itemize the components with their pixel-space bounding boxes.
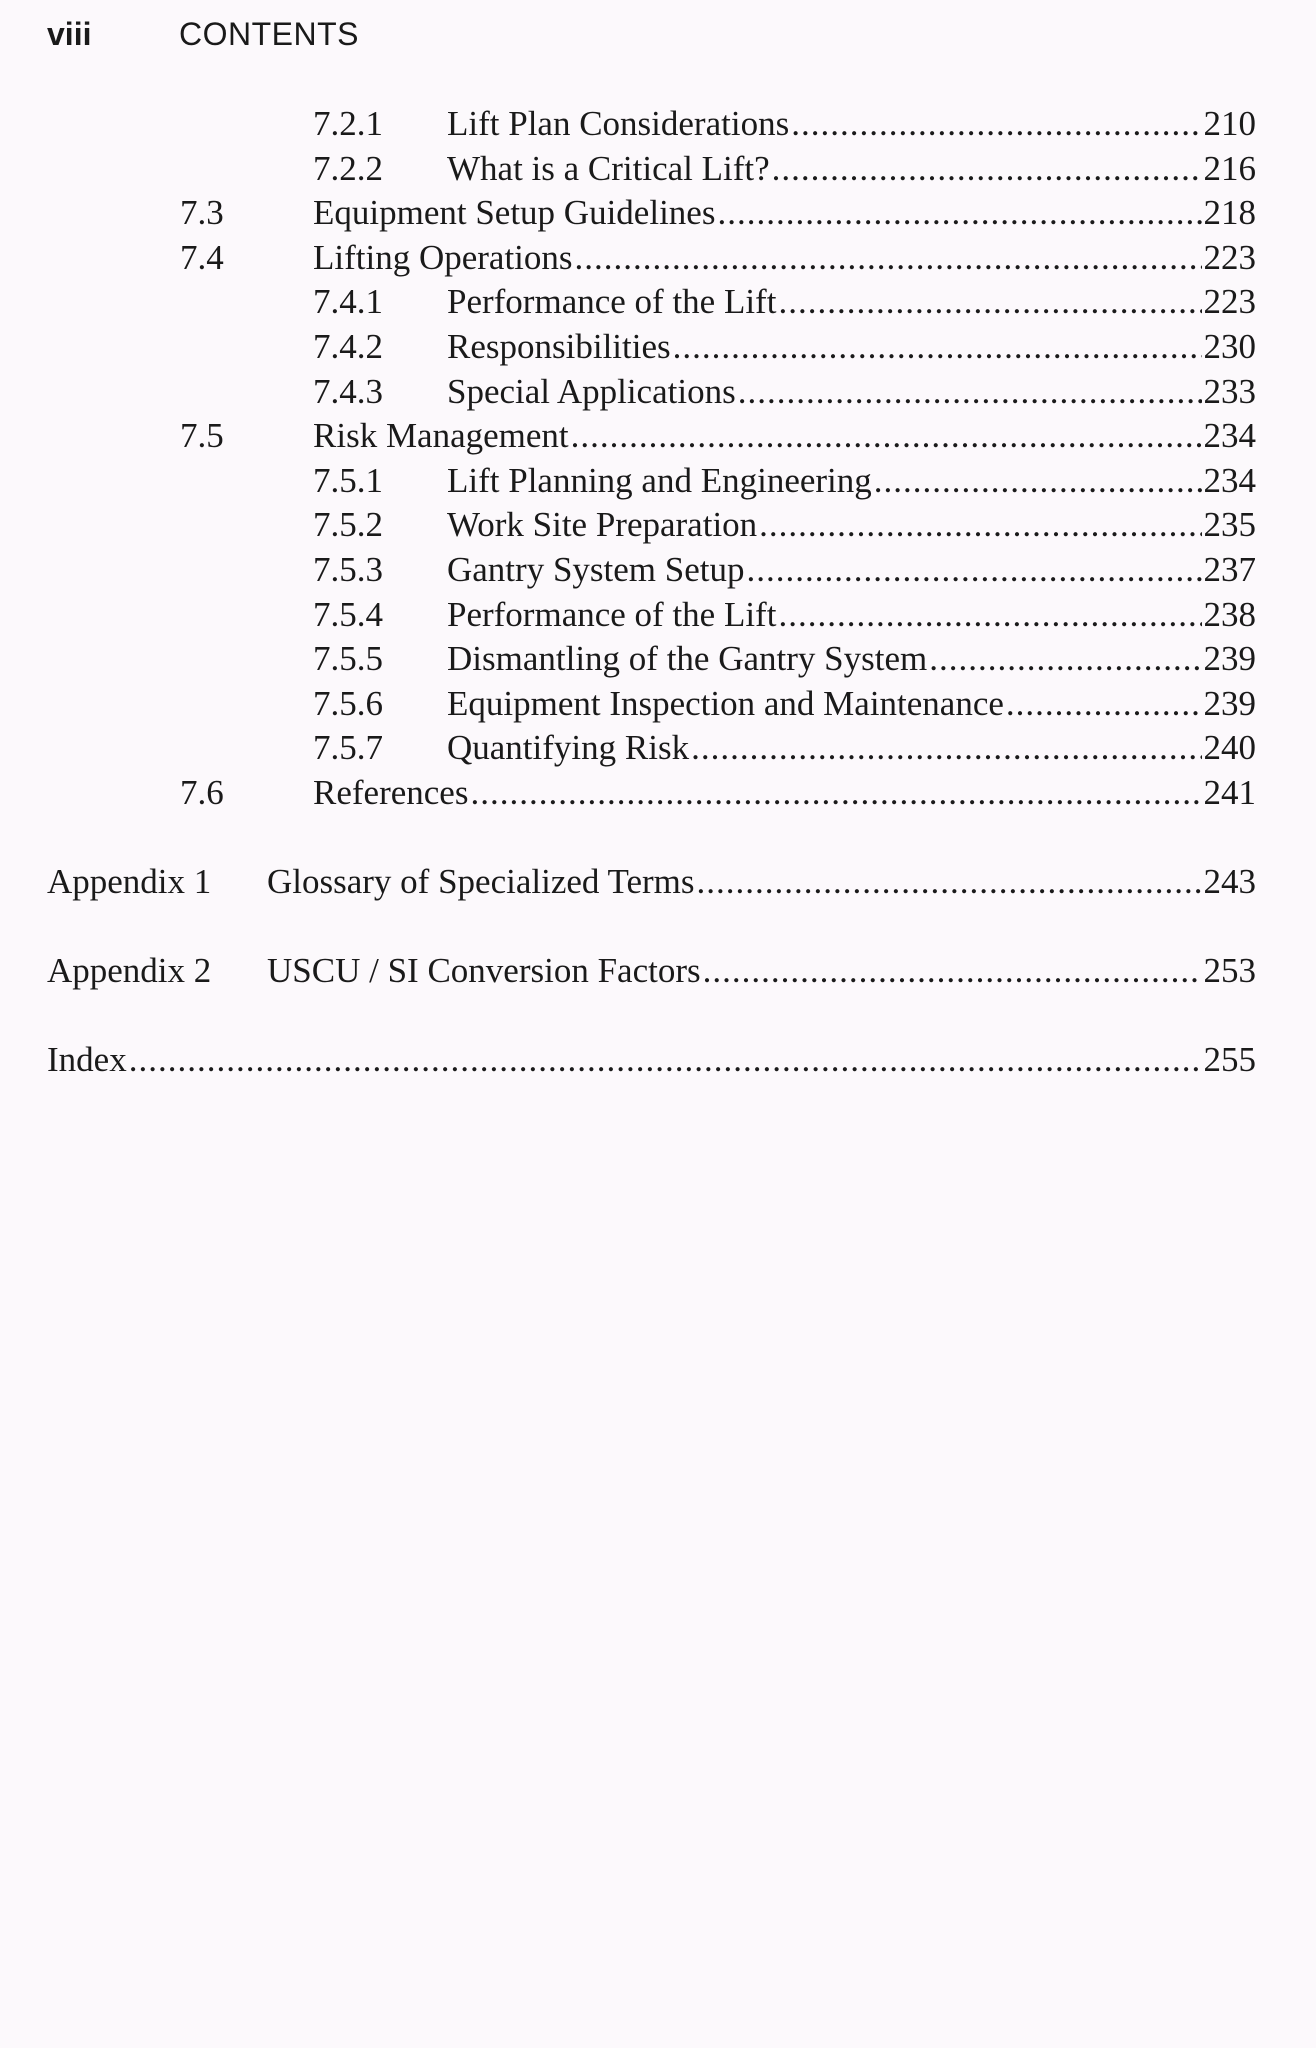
toc-entry-line	[313, 771, 1256, 816]
running-head	[47, 12, 359, 56]
toc-entry-7-5[interactable]	[0, 414, 1316, 459]
toc-entry-7-6[interactable]	[0, 771, 1316, 816]
toc-entry-7-2-1[interactable]	[0, 102, 1316, 147]
dot-leader	[1006, 682, 1202, 727]
page-number: 223	[1203, 282, 1256, 322]
section-number: 7.2.2	[313, 148, 383, 188]
section-title: Lift Planning and Engineering	[447, 460, 872, 500]
toc-entry-line	[447, 593, 1256, 638]
page-number: 239	[1203, 639, 1256, 679]
toc-entry-line	[267, 860, 1256, 905]
toc-entry-7-5-5[interactable]	[0, 637, 1316, 682]
page-number: 216	[1203, 148, 1256, 188]
dot-leader	[791, 102, 1201, 147]
toc-entry-7-5-3[interactable]	[0, 548, 1316, 593]
section-title: Performance of the Lift	[447, 594, 777, 634]
section-title: Gantry System Setup	[447, 549, 745, 589]
section-title: Quantifying Risk	[447, 728, 690, 768]
section-number: 7.5.2	[313, 505, 383, 545]
dot-leader	[470, 771, 1201, 816]
page-number: 234	[1203, 460, 1256, 500]
toc-entry-7-4-3[interactable]	[0, 370, 1316, 415]
section-number: 7.4.1	[313, 282, 383, 322]
section-number: 7.6	[180, 772, 224, 812]
toc-entry-7-5-7[interactable]	[0, 726, 1316, 771]
toc-entry-line	[447, 280, 1256, 325]
appendix-title: USCU / SI Conversion Factors	[267, 951, 701, 991]
section-number: 7.5.7	[313, 728, 383, 768]
section-title: Dismantling of the Gantry System	[447, 639, 928, 679]
page-number: 240	[1203, 728, 1256, 768]
page-number: 239	[1203, 683, 1256, 723]
toc-entry-7-5-1[interactable]	[0, 459, 1316, 504]
page-number: 238	[1203, 594, 1256, 634]
toc-entry-7-4[interactable]	[0, 236, 1316, 281]
toc-entry-7-5-4[interactable]	[0, 593, 1316, 638]
section-title: Responsibilities	[447, 326, 671, 366]
section-title: Performance of the Lift	[447, 282, 777, 322]
toc-entry-line	[447, 147, 1256, 192]
section-title: Equipment Setup Guidelines	[313, 193, 716, 233]
dot-leader	[691, 726, 1201, 771]
dot-leader	[717, 191, 1201, 236]
toc-entry-appendix-1[interactable]	[0, 860, 1316, 905]
section-title: Work Site Preparation	[447, 505, 758, 545]
page-number: 255	[1203, 1040, 1256, 1080]
toc-entry-line	[313, 236, 1256, 281]
section-title: References	[313, 772, 469, 812]
toc-entry-7-3[interactable]	[0, 191, 1316, 236]
page-number: 230	[1203, 326, 1256, 366]
dot-leader	[703, 949, 1202, 994]
toc-entry-line	[447, 637, 1256, 682]
toc-entry-line	[447, 682, 1256, 727]
page-folio: viii	[47, 15, 92, 52]
running-title: CONTENTS	[179, 15, 359, 52]
page-number: 210	[1203, 104, 1256, 143]
index-title: Index	[47, 1040, 127, 1080]
section-title: Risk Management	[313, 416, 569, 456]
section-number: 7.3	[180, 193, 224, 233]
section-number: 7.5	[180, 416, 224, 456]
section-number: 7.4.2	[313, 326, 383, 366]
appendix-title: Glossary of Specialized Terms	[267, 862, 695, 902]
page-number: 223	[1203, 237, 1256, 277]
dot-leader	[778, 280, 1201, 325]
section-number: 7.5.1	[313, 460, 383, 500]
section-number: 7.5.5	[313, 639, 383, 679]
page-number: 218	[1203, 193, 1256, 233]
dot-leader	[778, 593, 1201, 638]
toc-entry-7-4-2[interactable]	[0, 325, 1316, 370]
section-number: 7.5.6	[313, 683, 383, 723]
page-number: 241	[1203, 772, 1256, 812]
page-number: 235	[1203, 505, 1256, 545]
toc-entry-line	[447, 325, 1256, 370]
section-number: 7.5.4	[313, 594, 383, 634]
page-number: 237	[1203, 549, 1256, 589]
toc-entry-line	[267, 949, 1256, 994]
appendix-number: Appendix 2	[47, 951, 212, 991]
toc-entry-7-5-2[interactable]	[0, 503, 1316, 548]
section-number: 7.4	[180, 237, 224, 277]
toc-entry-7-4-1[interactable]	[0, 280, 1316, 325]
toc-entry-line	[313, 191, 1256, 236]
dot-leader	[129, 1038, 1202, 1083]
page-number: 233	[1203, 371, 1256, 411]
section-title: Lifting Operations	[313, 237, 573, 277]
dot-leader	[575, 236, 1202, 281]
toc-entry-index[interactable]	[0, 1038, 1316, 1083]
dot-leader	[874, 459, 1202, 504]
section-number: 7.4.3	[313, 371, 383, 411]
toc-entry-7-5-6[interactable]	[0, 682, 1316, 727]
section-number: 7.2.1	[313, 104, 383, 143]
section-title: Equipment Inspection and Maintenance	[447, 683, 1004, 723]
dot-leader	[772, 147, 1202, 192]
toc-entry-line	[47, 1038, 1256, 1083]
page-number: 253	[1203, 951, 1256, 991]
toc-entry-line	[313, 414, 1256, 459]
page-number: 243	[1203, 862, 1256, 902]
dot-leader	[929, 637, 1201, 682]
toc-entry-line	[447, 503, 1256, 548]
toc-entry-line	[447, 726, 1256, 771]
toc-entry-7-2-2[interactable]	[0, 147, 1316, 192]
dot-leader	[571, 414, 1202, 459]
toc-entry-line	[447, 370, 1256, 415]
section-title: Special Applications	[447, 371, 736, 411]
section-title: What is a Critical Lift?	[447, 148, 770, 188]
dot-leader	[746, 548, 1201, 593]
dot-leader	[759, 503, 1201, 548]
dot-leader	[738, 370, 1202, 415]
page-number: 234	[1203, 416, 1256, 456]
dot-leader	[697, 860, 1202, 905]
toc-entry-line	[447, 102, 1256, 147]
section-number: 7.5.3	[313, 549, 383, 589]
dot-leader	[673, 325, 1202, 370]
appendix-number: Appendix 1	[47, 862, 212, 902]
toc-entry-appendix-2[interactable]	[0, 949, 1316, 994]
toc-entry-line	[447, 548, 1256, 593]
table-of-contents	[0, 102, 1316, 1083]
section-title: Lift Plan Considerations	[447, 104, 790, 143]
toc-entry-line	[447, 459, 1256, 504]
